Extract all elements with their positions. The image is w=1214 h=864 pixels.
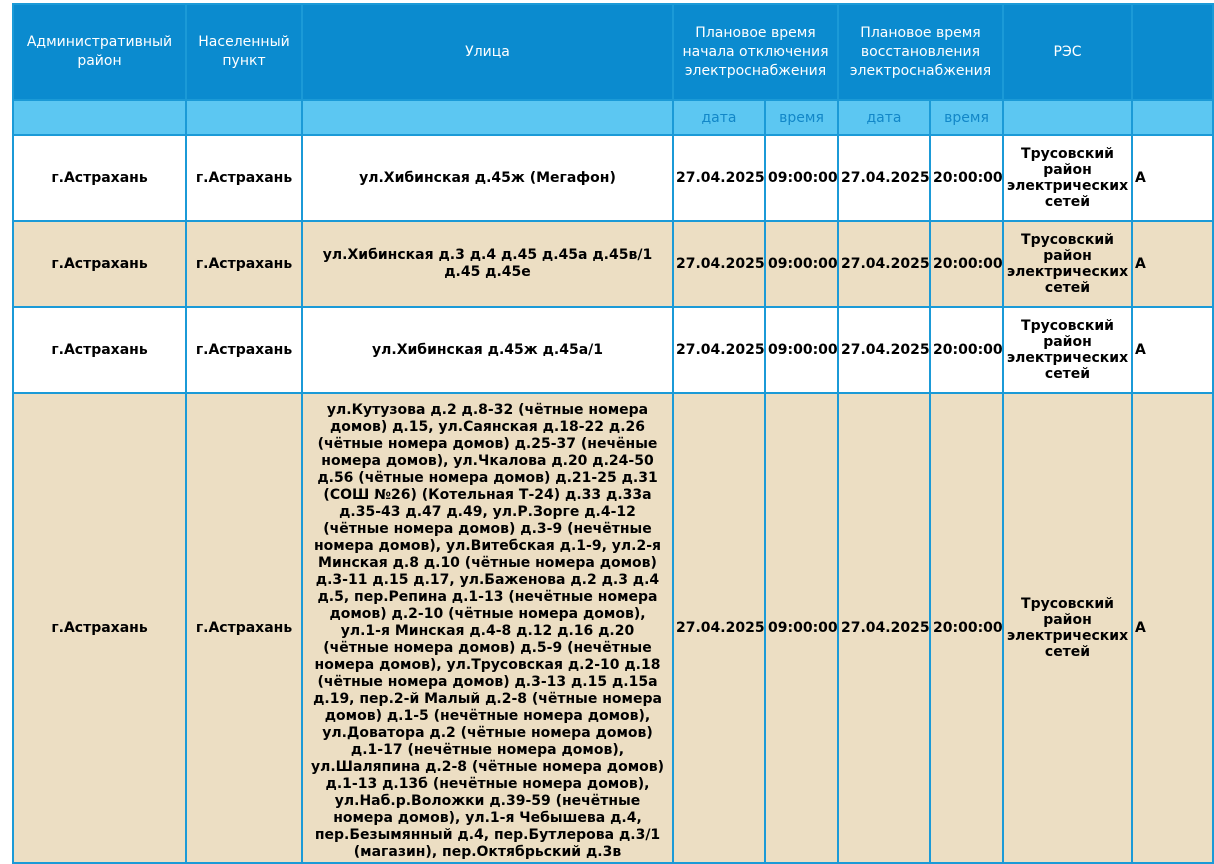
cell-off-time: 09:00:00 [765,393,838,863]
header-row [13,4,1213,100]
cell-off-date: 27.04.2025 [673,307,765,393]
subheader-empty [1003,100,1132,135]
header-district: Административный район [13,4,186,100]
cell-district: г.Астрахань [13,393,186,863]
subheader-empty [186,100,302,135]
subheader-on-date: дата [838,100,930,135]
header-settlement: Населенный пункт [186,4,302,100]
subheader-empty [1132,100,1213,135]
cell-on-time: 20:00:00 [930,393,1003,863]
cell-res: Трусовский район электрических сетей [1003,221,1132,307]
table-row [13,393,1213,863]
header-extra [1132,4,1213,100]
table-row [13,221,1213,307]
cell-off-date: 27.04.2025 [673,393,765,863]
cell-district: г.Астрахань [13,135,186,221]
cell-off-time: 09:00:00 [765,221,838,307]
cell-district: г.Астрахань [13,221,186,307]
header-off-time: Плановое время начала отключения электроснабжения [673,4,838,100]
subheader-off-time: время [765,100,838,135]
cell-off-time: 09:00:00 [765,307,838,393]
cell-on-time: 20:00:00 [930,221,1003,307]
cell-street: ул.Кутузова д.2 д.8-32 (чётные номера домов) д.15, ул.Саянская д.18-22 д.26 (чётные номера домов) д.25-37 (нечёные номера домов), ул.Чкалова д.20 д.24-50 д.56 (чётные номера домов) д.21-25 д.31 (СОШ №26) (Котельная Т-24) д.33 д.33а д.35-43 д.47 д.49, ул.Р.Зорге д.4-12 (чётные номера домов) д.3-9 (нечётные номера домов), ул.Витебская д.1-9, ул.2-я Минская д.8 д.10 (чётные номера домов) д.3-11 д.15 д.17, ул.Баженова д.2 д.3 д.4 д.5, пер.Репина д.1-13 (нечётные номера домов) д.2-10 (чётные номера домов), ул.1-я Минская д.4-8 д.12 д.16 д.20 (чётные номера домов) д.5-9 (нечётные номера домов), ул.Трусовская д.2-10 д.18 (чётные номера домов) д.3-13 д.15 д.15а д.19, пер.2-й Малый д.2-8 (чётные номера домов) д.1-5 (нечётные номера домов), ул.Доватора д.2 (чётные номера домов) д.1-17 (нечётные номера домов), ул.Шаляпина д.2-8 (чётные номера домов) д.1-13 д.13б (нечётные номера домов), ул.Наб.р.Воложки д.39-59 (нечётные номера домов), ул.1-я Чебышева д.4, пер.Безымянный д.4, пер.Бутлерова д.3/1 (магазин), пер.Октябрьский д.3в [302,393,673,863]
subheader-off-date: дата [673,100,765,135]
cell-res: Трусовский район электрических сетей [1003,135,1132,221]
outage-table [12,3,1214,864]
cell-on-date: 27.04.2025 [838,135,930,221]
outage-table-container [12,3,1212,863]
cell-district: г.Астрахань [13,307,186,393]
table-row [13,307,1213,393]
cell-on-date: 27.04.2025 [838,307,930,393]
cell-extra: А [1132,393,1213,863]
cell-settlement: г.Астрахань [186,135,302,221]
cell-off-date: 27.04.2025 [673,221,765,307]
cell-on-time: 20:00:00 [930,135,1003,221]
cell-res: Трусовский район электрических сетей [1003,307,1132,393]
subheader-row [13,100,1213,135]
cell-on-date: 27.04.2025 [838,393,930,863]
subheader-on-time: время [930,100,1003,135]
header-street: Улица [302,4,673,100]
table-row [13,135,1213,221]
cell-street: ул.Хибинская д.45ж (Мегафон) [302,135,673,221]
header-res: РЭС [1003,4,1132,100]
cell-extra: А [1132,135,1213,221]
cell-on-time: 20:00:00 [930,307,1003,393]
subheader-empty [13,100,186,135]
cell-street: ул.Хибинская д.45ж д.45а/1 [302,307,673,393]
cell-extra: А [1132,221,1213,307]
cell-extra: А [1132,307,1213,393]
header-on-time: Плановое время восстановления электроснабжения [838,4,1003,100]
cell-off-date: 27.04.2025 [673,135,765,221]
cell-off-time: 09:00:00 [765,135,838,221]
cell-street: ул.Хибинская д.3 д.4 д.45 д.45а д.45в/1 д.45 д.45е [302,221,673,307]
cell-on-date: 27.04.2025 [838,221,930,307]
cell-res: Трусовский район электрических сетей [1003,393,1132,863]
cell-settlement: г.Астрахань [186,307,302,393]
cell-settlement: г.Астрахань [186,393,302,863]
subheader-empty [302,100,673,135]
cell-settlement: г.Астрахань [186,221,302,307]
